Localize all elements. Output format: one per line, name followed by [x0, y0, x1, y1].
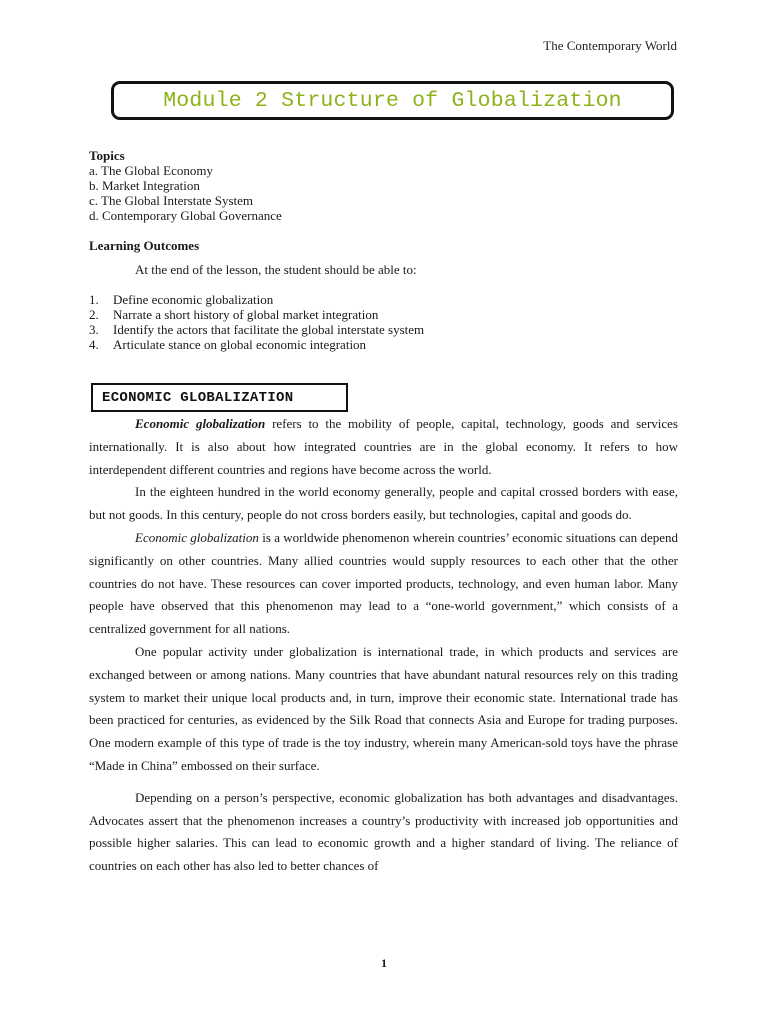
paragraph-text: refers to the mobility of people, capital, technology, goods and services internationally. It is also about how integrated countries are in the global economy. It refers to how interdependent different countries and regions have become across the world.	[89, 416, 678, 477]
outcome-text: Narrate a short history of global market integration	[113, 307, 379, 322]
body-paragraph: Depending on a person’s perspective, economic globalization has both advantages and disadvantages. Advocates assert that the phenomenon increases a country’s productivity with increased job opportunities and possible higher salaries. This can lead to economic growth and a higher standard of living. The reliance of countries on each other has also led to better chances of	[89, 789, 678, 874]
body-paragraph	[89, 413, 678, 481]
module-title: Module 2 Structure of Globalization	[163, 88, 622, 113]
module-title-box	[111, 81, 674, 120]
learning-outcomes-list	[89, 292, 424, 352]
section-body	[89, 413, 678, 878]
running-header: The Contemporary World	[543, 38, 677, 53]
outcome-item	[89, 322, 424, 337]
outcome-text: Identify the actors that facilitate the global interstate system	[113, 322, 425, 337]
term-highlight: Economic globalization	[135, 529, 259, 545]
page-number: 1	[381, 956, 387, 970]
topics-block	[89, 148, 282, 223]
learning-outcomes-heading: Learning Outcomes	[89, 238, 200, 253]
topic-item: c. The Global Interstate System	[89, 193, 254, 208]
outcome-text: Articulate stance on global economic integration	[113, 337, 367, 352]
topics-heading: Topics	[89, 148, 125, 163]
outcome-number: 2.	[89, 307, 99, 322]
body-paragraph: One popular activity under globalization is international trade, in which products and services are exchanged between or among nations. Many countries that have abundant natural resources rely on this trading system to market their unique local products and, in turn, improve their economic state. International trade has been practiced for centuries, as evidenced by the Silk Road that connects Asia and Europe for trading purposes. One modern example of this type of trade is the toy industry, wherein many American-sold toys have the phrase “Made in China” embossed on their surface.	[89, 643, 678, 773]
section-title: ECONOMIC GLOBALIZATION	[102, 389, 294, 406]
term-highlight: Economic globalization	[135, 416, 266, 431]
outcome-number: 4.	[89, 337, 99, 352]
learning-outcomes-intro: At the end of the lesson, the student should be able to:	[135, 262, 417, 277]
outcome-text: Define economic globalization	[113, 292, 274, 307]
section-title-box	[91, 383, 348, 412]
topic-item: d. Contemporary Global Governance	[89, 208, 282, 223]
outcome-number: 1.	[89, 292, 99, 307]
paragraph-text: is a worldwide phenomenon wherein countries’ economic situations can depend significantly on other countries. Many allied countries would supply resources to each other that the other countries do not have. These resources can cover imported products, technology, and even human labor. Many people have observed that this phenomenon may lead to a “one-world government,” which consists of a centralized government for all nations.	[89, 529, 678, 637]
outcome-item	[89, 337, 424, 352]
outcome-item	[89, 292, 424, 307]
topic-item: b. Market Integration	[89, 178, 200, 193]
topic-item: a. The Global Economy	[89, 163, 213, 178]
body-paragraph	[89, 527, 678, 641]
outcome-item	[89, 307, 424, 322]
outcome-number: 3.	[89, 322, 99, 337]
body-paragraph: In the eighteen hundred in the world economy generally, people and capital crossed borders with ease, but not goods. In this century, people do not cross borders easily, but technologies, capital and goods do.	[89, 484, 678, 523]
